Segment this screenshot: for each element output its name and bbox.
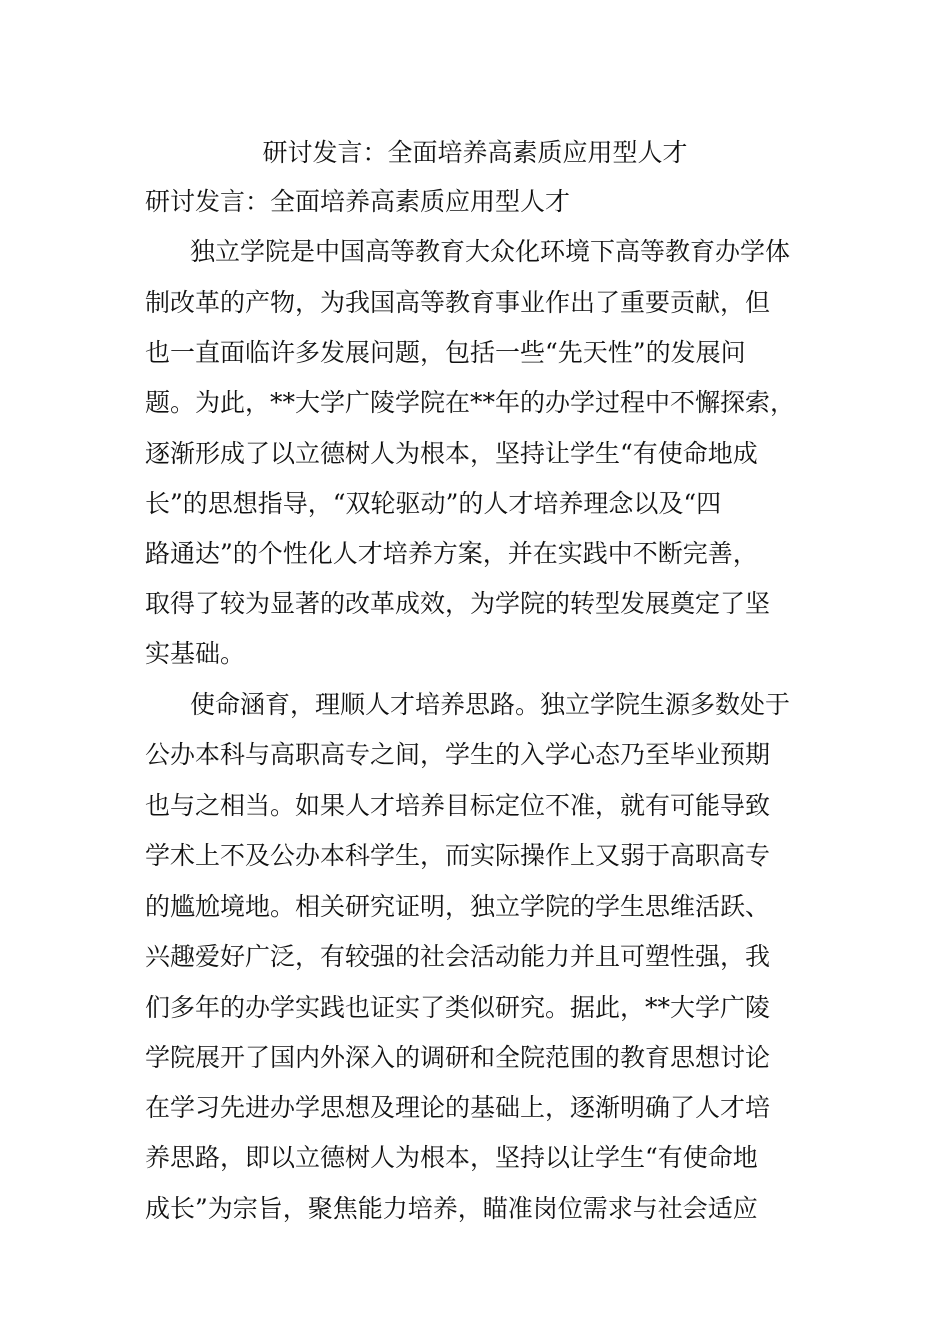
document-title: 研讨发言：全面培养高素质应用型人才 [262,138,688,167]
paragraph-line: 也与之相当。如果人才培养目标定位不准，就有可能导致 [145,791,771,820]
paragraph-line: 使命涵育，理顺人才培养思路。独立学院生源多数处于 [190,690,791,719]
paragraph-line: 也一直面临许多发展问题，包括一些“先天性”的发展问 [145,338,746,367]
paragraph-line: 的尴尬境地。相关研究证明，独立学院的学生思维活跃、 [145,892,771,921]
document-subtitle: 研讨发言：全面培养高素质应用型人才 [145,187,571,216]
paragraph-line: 们多年的办学实践也证实了类似研究。据此，**大学广陵 [145,993,771,1022]
paragraph-line: 取得了较为显著的改革成效，为学院的转型发展奠定了坚 [145,589,771,618]
paragraph-line: 长”的思想指导，“双轮驱动”的人才培养理念以及“四 [145,489,722,518]
paragraph-line: 兴趣爱好广泛，有较强的社会活动能力并且可塑性强，我 [145,942,771,971]
paragraph-line: 养思路，即以立德树人为根本，坚持以让学生“有使命地 [145,1143,758,1172]
paragraph-line: 独立学院是中国高等教育大众化环境下高等教育办学体 [190,237,791,266]
paragraph-line: 成长”为宗旨，聚焦能力培养，瞄准岗位需求与社会适应 [145,1194,758,1223]
paragraph-line: 学院展开了国内外深入的调研和全院范围的教育思想讨论 [145,1043,771,1072]
paragraph-line: 实基础。 [145,639,246,668]
paragraph-line: 公办本科与高职高专之间，学生的入学心态乃至毕业预期 [145,740,771,769]
paragraph-line: 题。为此，**大学广陵学院在**年的办学过程中不懈探索， [145,388,796,417]
paragraph-line: 学术上不及公办本科学生，而实际操作上又弱于高职高专 [145,841,771,870]
paragraph-line: 路通达”的个性化人才培养方案，并在实践中不断完善， [145,539,758,568]
paragraph-line: 逐渐形成了以立德树人为根本，坚持让学生“有使命地成 [145,439,758,468]
paragraph-line: 制改革的产物，为我国高等教育事业作出了重要贡献，但 [145,288,771,317]
paragraph-line: 在学习先进办学思想及理论的基础上，逐渐明确了人才培 [145,1093,771,1122]
